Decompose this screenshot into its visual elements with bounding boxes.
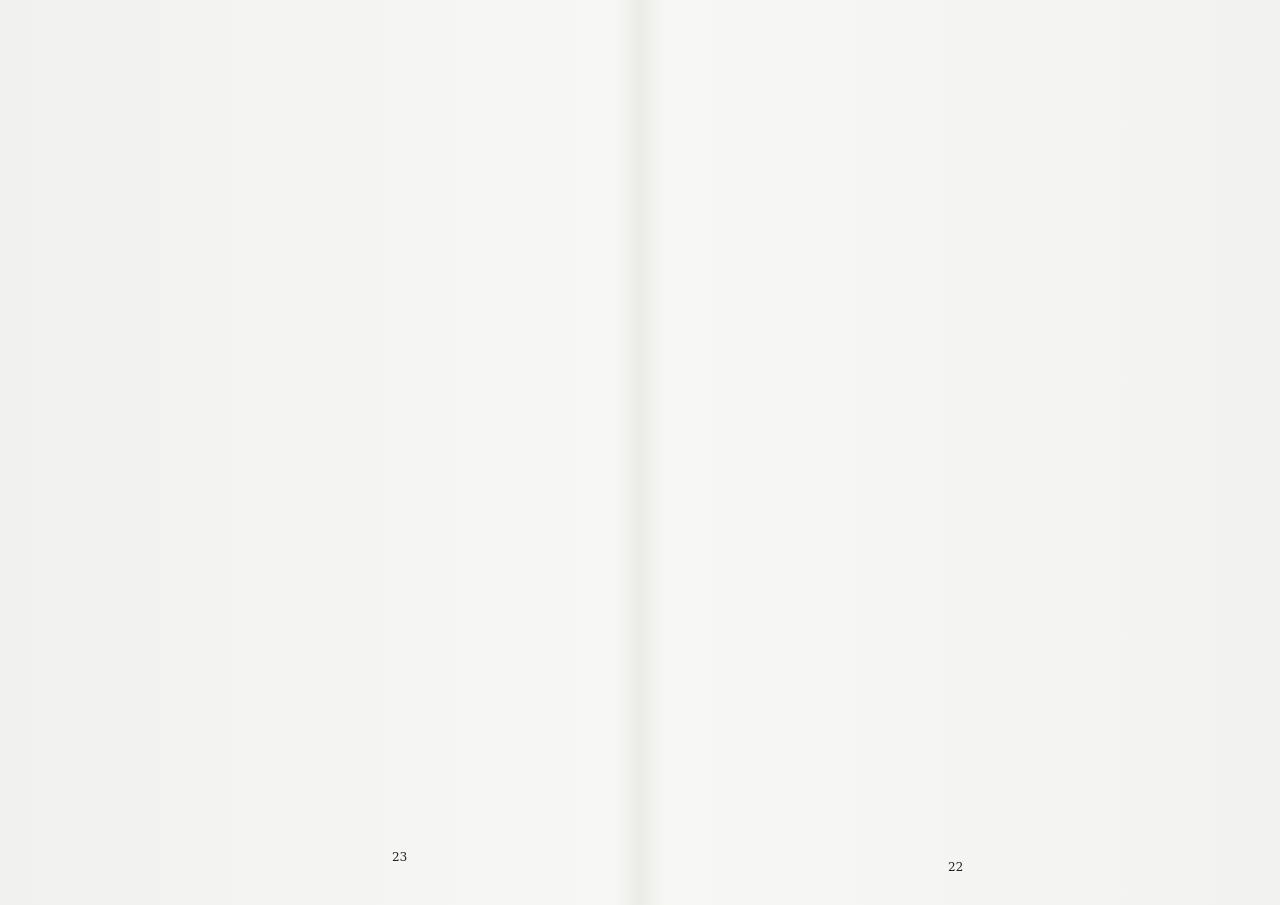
upper-text-block — [722, 50, 1246, 385]
upper-text-block — [134, 50, 624, 390]
page-number: 23 — [392, 850, 408, 864]
lower-text-block — [722, 460, 1246, 830]
page-number: 22 — [948, 860, 964, 874]
lower-text-block — [134, 465, 624, 830]
page-right — [640, 0, 1280, 905]
